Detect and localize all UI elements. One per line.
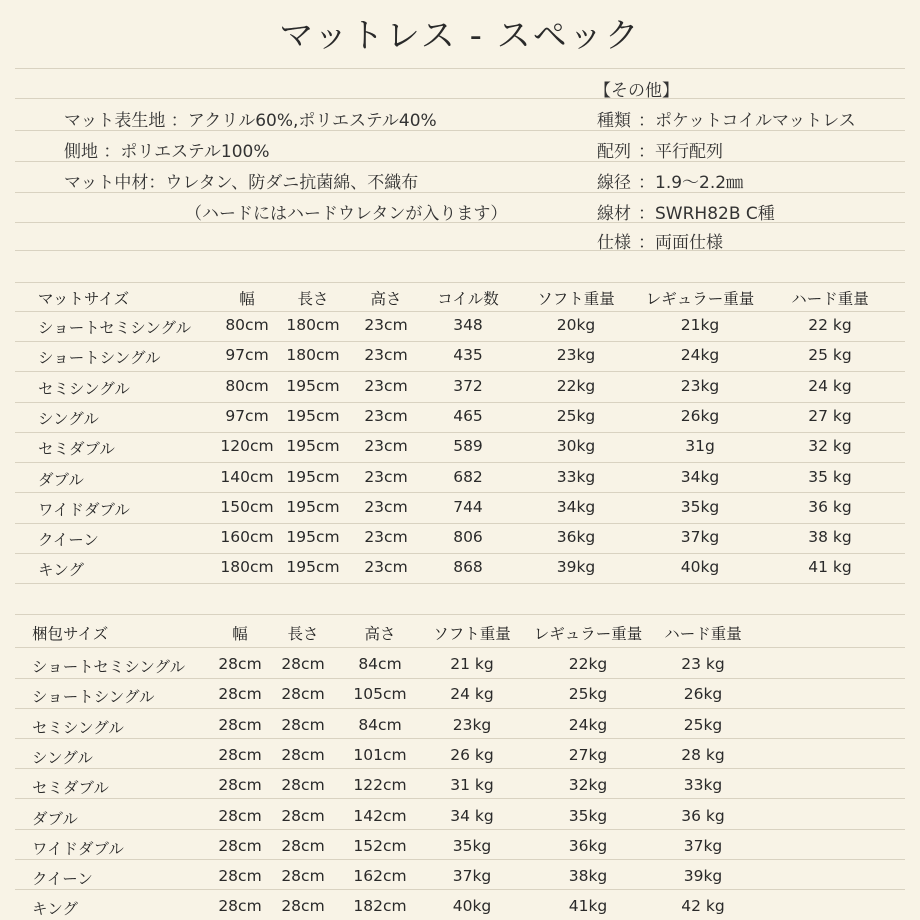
table-cell: 39kg [556, 558, 596, 577]
table-cell: 28cm [218, 776, 262, 795]
other-label-type: 種類 [597, 111, 631, 131]
table-cell: 23 kg [681, 655, 725, 673]
table-cell: 589 [453, 437, 483, 456]
table-divider [15, 432, 905, 433]
material-filling: マット中材：ウレタン、防ダニ抗菌綿、不織布 [64, 173, 419, 193]
table-cell: 150cm [220, 497, 274, 516]
table-row-label: キング [32, 900, 79, 919]
table-cell: 180cm [286, 346, 340, 365]
table-divider [15, 311, 905, 312]
table-cell: 22kg [568, 655, 608, 673]
table-row-label: セミダブル [38, 440, 115, 459]
table-row-label: ワイドダブル [32, 839, 124, 858]
table-cell: 26 kg [450, 745, 494, 764]
table-divider [15, 492, 905, 493]
table-row-label: クイーン [38, 531, 99, 550]
table-cell: 21kg [680, 316, 720, 334]
table-cell: 80cm [225, 316, 269, 334]
table-cell: 23kg [452, 715, 492, 734]
table-cell: 35kg [452, 836, 492, 855]
table-cell: 41kg [568, 897, 608, 916]
table-cell: 142cm [353, 806, 407, 825]
table-cell: 41 kg [808, 558, 852, 577]
table-header-cell: コイル数 [437, 290, 499, 308]
table-divider [15, 889, 905, 890]
table-cell: 744 [453, 497, 483, 516]
table-cell: 28cm [218, 867, 262, 886]
table-divider [15, 583, 905, 584]
table-header-cell: 幅 [232, 625, 248, 643]
table-row-label: キング [38, 561, 85, 580]
table-cell: 80cm [225, 376, 269, 395]
table-row-label: セミシングル [32, 718, 124, 737]
table-cell: 24kg [568, 715, 608, 734]
table-cell: 21 kg [450, 655, 494, 673]
table-cell: 806 [453, 528, 483, 547]
table-row-label: ショートセミシングル [32, 658, 186, 676]
table-cell: 23cm [364, 437, 408, 456]
table-cell: 20kg [556, 316, 596, 334]
table-divider [15, 282, 905, 283]
table-cell: 97cm [225, 346, 269, 365]
table-header-cell: 長さ [297, 290, 329, 308]
table-cell: 180cm [286, 316, 340, 334]
table-cell: 24 kg [450, 685, 494, 704]
table-divider [15, 798, 905, 799]
table-divider [15, 371, 905, 372]
table-cell: 33kg [556, 467, 596, 486]
table-cell: 435 [453, 346, 483, 365]
divider [15, 250, 905, 251]
table-cell: 28 kg [681, 745, 725, 764]
table-row-label: ダブル [38, 470, 84, 489]
table-divider [15, 738, 905, 739]
table-cell: 28cm [218, 806, 262, 825]
table-cell: 37kg [452, 867, 492, 886]
table-cell: 160cm [220, 528, 274, 547]
table-cell: 84cm [358, 715, 402, 734]
table-divider [15, 553, 905, 554]
table-cell: 27 kg [808, 406, 852, 425]
table-cell: 23cm [364, 346, 408, 365]
table-cell: 35kg [680, 497, 720, 516]
table-cell: 36 kg [808, 497, 852, 516]
other-label-wire-material: 線材 [597, 204, 631, 224]
table-header-cell: 梱包サイズ [32, 625, 109, 643]
table-cell: 28cm [281, 806, 325, 825]
table-cell: 23cm [364, 406, 408, 425]
table-cell: 36kg [556, 528, 596, 547]
table-cell: 31 kg [450, 776, 494, 795]
table-cell: 28cm [218, 655, 262, 673]
table-cell: 182cm [353, 897, 407, 916]
table-divider [15, 829, 905, 830]
table-row-label: シングル [38, 409, 99, 428]
table-cell: 152cm [353, 836, 407, 855]
table-cell: 27kg [568, 745, 608, 764]
table-divider [15, 523, 905, 524]
material-note: （ハードにはハードウレタンが入ります） [185, 204, 508, 224]
table-divider [15, 708, 905, 709]
table-row-label: ダブル [32, 809, 78, 828]
table-cell: 26kg [683, 685, 723, 704]
table-cell: 28cm [281, 776, 325, 795]
table-cell: 23cm [364, 376, 408, 395]
divider [15, 68, 905, 69]
table-cell: 25kg [568, 685, 608, 704]
page-title: マットレス - スペック [279, 16, 641, 56]
table-cell: 180cm [220, 558, 274, 577]
table-header-cell: マットサイズ [38, 290, 130, 308]
table-row-label: ワイドダブル [38, 500, 130, 519]
table-cell: 37kg [680, 528, 720, 547]
table-cell: 28cm [218, 685, 262, 704]
table-divider [15, 462, 905, 463]
table-cell: 25kg [556, 406, 596, 425]
table-cell: 32 kg [808, 437, 852, 456]
other-heading: 【その他】 [594, 81, 679, 101]
table-cell: 28cm [281, 655, 325, 673]
other-value-wire-diameter: ：1.9〜2.2㎜ [638, 173, 744, 193]
table-row-label: シングル [32, 748, 93, 767]
table-cell: 32kg [568, 776, 608, 795]
table-cell: 22kg [556, 376, 596, 395]
table-cell: 40kg [452, 897, 492, 916]
table-header-cell: 幅 [239, 290, 255, 308]
other-label-arrangement: 配列 [597, 142, 631, 162]
table-cell: 195cm [286, 528, 340, 547]
table-cell: 140cm [220, 467, 274, 486]
table-cell: 34kg [556, 497, 596, 516]
table-cell: 28cm [218, 836, 262, 855]
table-divider [15, 341, 905, 342]
other-value-spec: ：両面仕様 [638, 233, 723, 253]
table-cell: 24 kg [808, 376, 852, 395]
other-label-wire-diameter: 線径 [597, 173, 631, 193]
table-cell: 682 [453, 467, 483, 486]
table-cell: 162cm [353, 867, 407, 886]
table-cell: 33kg [683, 776, 723, 795]
table-cell: 101cm [353, 745, 407, 764]
table-cell: 42 kg [681, 897, 725, 916]
table-divider [15, 768, 905, 769]
table-cell: 195cm [286, 406, 340, 425]
table-cell: 348 [453, 316, 483, 334]
table-cell: 28cm [218, 715, 262, 734]
table-cell: 28cm [281, 685, 325, 704]
material-side-fabric: 側地 ：ポリエステル100% [64, 142, 270, 162]
table-header-cell: レギュラー重量 [645, 290, 755, 308]
table-cell: 105cm [353, 685, 407, 704]
table-cell: 38 kg [808, 528, 852, 547]
table-cell: 120cm [220, 437, 274, 456]
table-cell: 36 kg [681, 806, 725, 825]
table-cell: 26kg [680, 406, 720, 425]
table-cell: 97cm [225, 406, 269, 425]
table-cell: 23cm [364, 497, 408, 516]
table-row-label: セミダブル [32, 779, 109, 798]
table-cell: 25kg [683, 715, 723, 734]
table-row-label: ショートセミシングル [38, 319, 192, 337]
table-header-cell: レギュラー重量 [533, 625, 643, 643]
table-cell: 37kg [683, 836, 723, 855]
table-header-cell: ハード重量 [664, 625, 742, 643]
table-cell: 122cm [353, 776, 407, 795]
table-cell: 195cm [286, 497, 340, 516]
table-cell: 31g [685, 437, 715, 456]
table-cell: 40kg [680, 558, 720, 577]
table-cell: 195cm [286, 467, 340, 486]
table-divider [15, 402, 905, 403]
table-cell: 868 [453, 558, 483, 577]
table-header-cell: ソフト重量 [433, 625, 511, 643]
table-cell: 36kg [568, 836, 608, 855]
table-header-cell: 高さ [370, 290, 402, 308]
table-cell: 195cm [286, 376, 340, 395]
table-cell: 24kg [680, 346, 720, 365]
table-cell: 25 kg [808, 346, 852, 365]
table-cell: 23cm [364, 528, 408, 547]
table-divider [15, 647, 905, 648]
table-header-cell: 長さ [287, 625, 319, 643]
table-cell: 28cm [281, 715, 325, 734]
table-cell: 28cm [218, 745, 262, 764]
table-cell: 38kg [568, 867, 608, 886]
other-value-wire-material: ：SWRH82B C種 [638, 204, 775, 224]
table-cell: 35 kg [808, 467, 852, 486]
table-row-label: ショートシングル [32, 688, 155, 707]
table-cell: 34 kg [450, 806, 494, 825]
material-outer-fabric: マット表生地 ：アクリル60%,ポリエステル40% [64, 111, 437, 131]
divider [15, 98, 905, 99]
table-cell: 195cm [286, 558, 340, 577]
table-cell: 34kg [680, 467, 720, 486]
table-cell: 39kg [683, 867, 723, 886]
table-row-label: クイーン [32, 870, 93, 889]
other-value-type: ：ポケットコイルマットレス [638, 111, 856, 131]
table-row-label: ショートシングル [38, 349, 161, 368]
table-cell: 28cm [281, 867, 325, 886]
table-cell: 35kg [568, 806, 608, 825]
table-cell: 23cm [364, 558, 408, 577]
other-label-spec: 仕様 [597, 233, 631, 253]
table-cell: 28cm [281, 745, 325, 764]
table-header-cell: 高さ [364, 625, 396, 643]
table-cell: 28cm [218, 897, 262, 916]
table-divider [15, 859, 905, 860]
table-cell: 372 [453, 376, 483, 395]
table-cell: 84cm [358, 655, 402, 673]
other-value-arrangement: ：平行配列 [638, 142, 723, 162]
table-cell: 23cm [364, 467, 408, 486]
table-header-cell: ハード重量 [791, 290, 869, 308]
table-cell: 23kg [680, 376, 720, 395]
table-cell: 23cm [364, 316, 408, 334]
table-divider [15, 614, 905, 615]
table-cell: 22 kg [808, 316, 852, 334]
table-header-cell: ソフト重量 [537, 290, 615, 308]
table-cell: 30kg [556, 437, 596, 456]
table-cell: 195cm [286, 437, 340, 456]
table-row-label: セミシングル [38, 379, 130, 398]
table-cell: 28cm [281, 836, 325, 855]
table-cell: 23kg [556, 346, 596, 365]
table-divider [15, 678, 905, 679]
table-cell: 28cm [281, 897, 325, 916]
table-cell: 465 [453, 406, 483, 425]
